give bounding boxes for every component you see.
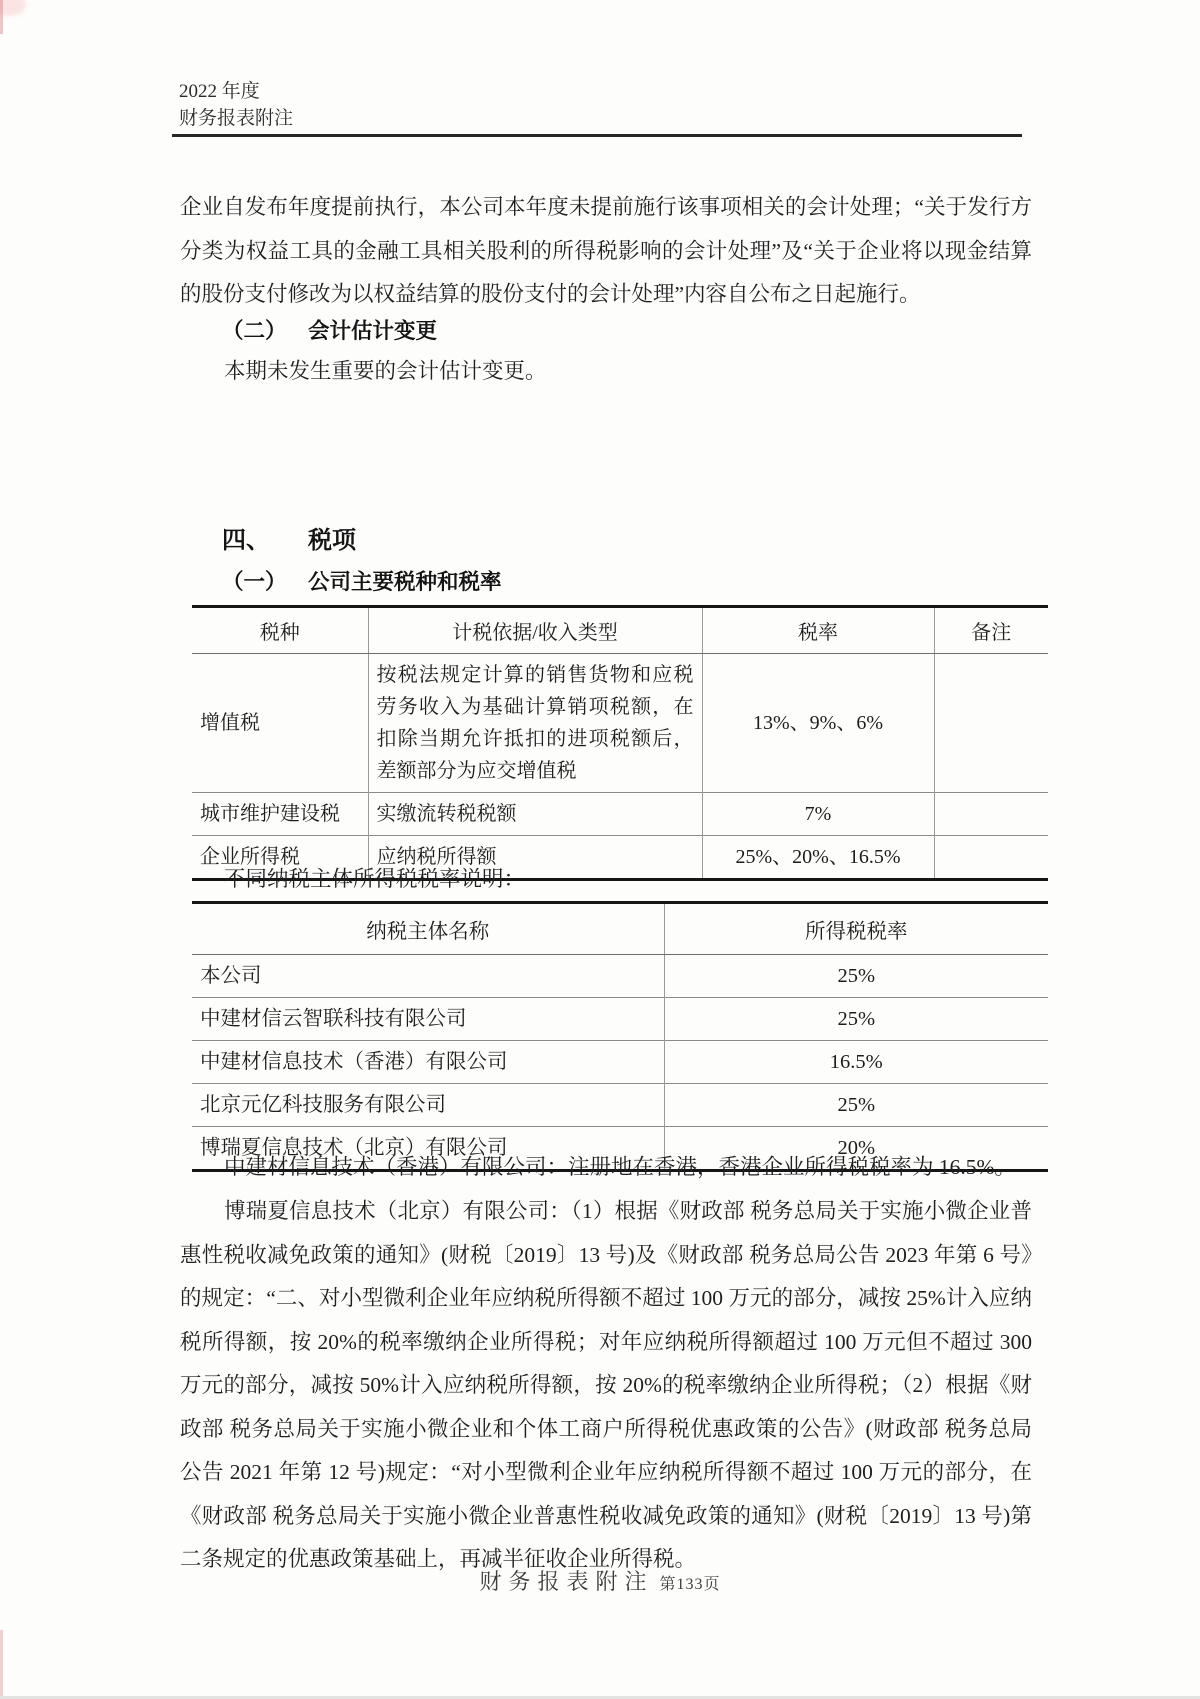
section-title: 公司主要税种和税率 xyxy=(308,570,502,594)
cell-basis: 按税法规定计算的销售货物和应税劳务收入为基础计算销项税额，在扣除当期允许抵扣的进项税额后，差额部分为应交增值税 xyxy=(368,654,702,793)
cell-tax-type: 企业所得税 xyxy=(192,836,368,880)
cell-basis: 实缴流转税税额 xyxy=(368,793,702,836)
entity-rate-table xyxy=(192,901,1048,1172)
column-header-rate: 税率 xyxy=(702,607,934,654)
header-rule xyxy=(172,134,1022,137)
scan-edge-artifact xyxy=(0,0,3,34)
table-row xyxy=(192,998,1048,1041)
section-title: 会计估计变更 xyxy=(308,319,438,343)
table-row xyxy=(192,1084,1048,1127)
cell-rate: 25% xyxy=(664,1084,1048,1127)
scan-edge-artifact xyxy=(0,1630,3,1699)
paragraph-brx-entity: 博瑞夏信息技术（北京）有限公司：（1）根据《财政部 税务总局关于实施小微企业普惠性税收减免政策的通知》(财税〔2019〕13 号)及《财政部 税务总局公告 2023 年第 6 号》的规定：“二、对小型微利企业年应纳税所得额不超过 100 万元的部分，减按 25%计入应纳税所得额，按 20%的税率缴纳企业所得税；对年应纳税所得额超过 100 万元但不超过 300 万元的部分，减按 50%计入应纳税所得额，按 20%的税率缴纳企业所得税；（2）根据《财政部 税务总局关于实施小微企业和个体工商户所得税优惠政策的公告》(财政部 税务总局公告 2021 年第 12 号)规定：“对小型微利企业年应纳税所得额不超过 100 万元的部分，在《财政部 税务总局关于实施小微企业普惠性税收减免政策的通知》(财税〔2019〕13 号)第二条规定的优惠政策基础上，再减半征收企业所得税。 xyxy=(180,1199,1032,1571)
column-header-income-tax-rate: 所得税税率 xyxy=(664,903,1048,955)
column-header-note: 备注 xyxy=(934,607,1048,654)
paragraph-estimate-change: 本期未发生重要的会计估计变更。 xyxy=(224,359,547,383)
cell-rate: 25% xyxy=(664,955,1048,998)
page-footer xyxy=(0,1565,1200,1596)
cell-rate: 16.5% xyxy=(664,1041,1048,1084)
column-header-entity-name: 纳税主体名称 xyxy=(192,903,664,955)
table-header-row xyxy=(192,903,1048,955)
cell-rate: 25% xyxy=(664,998,1048,1041)
table-row xyxy=(192,654,1048,793)
cell-tax-type: 增值税 xyxy=(200,712,260,734)
cell-note xyxy=(934,793,1048,836)
section-heading-tax xyxy=(222,520,356,555)
cell-tax-type: 城市维护建设税 xyxy=(192,793,368,836)
footer-doc-title: 财务报表附注 xyxy=(479,1569,654,1594)
cell-entity-name: 中建材信息技术（香港）有限公司 xyxy=(192,1041,664,1084)
header-year: 2022 年度 xyxy=(179,81,260,102)
table-row xyxy=(192,1041,1048,1084)
cell-rate: 13%、9%、6% xyxy=(702,654,934,793)
section-heading-main-taxes xyxy=(222,565,502,596)
cell-entity-name: 中建材信云智联科技有限公司 xyxy=(192,998,664,1041)
cell-rate: 25%、20%、16.5% xyxy=(702,836,934,880)
cell-note xyxy=(934,836,1048,880)
cell-entity-name: 本公司 xyxy=(200,965,262,987)
header-doc-title: 财务报表附注 xyxy=(179,108,294,129)
cell-basis: 应纳税所得额 xyxy=(368,836,702,880)
page-header xyxy=(179,78,293,132)
column-header-tax-type: 税种 xyxy=(192,607,368,654)
section-number: （一） xyxy=(222,570,287,594)
scan-smudge-artifact xyxy=(0,0,26,16)
section-title: 税项 xyxy=(308,528,356,554)
cell-entity-name: 博瑞夏信息技术（北京）有限公司 xyxy=(192,1127,664,1171)
table-row xyxy=(192,955,1048,998)
section-number: 四、 xyxy=(222,528,270,554)
cell-rate: 20% xyxy=(664,1127,1048,1171)
paragraph-hk-entity: 中建材信息技术（香港）有限公司：注册地在香港，香港企业所得税税率为 16.5%。 xyxy=(224,1155,1016,1179)
table-row xyxy=(192,793,1048,836)
cell-entity-name: 北京元亿科技服务有限公司 xyxy=(192,1084,664,1127)
section-number: （二） xyxy=(222,319,287,343)
column-header-basis: 计税依据/收入类型 xyxy=(368,607,702,654)
table-header-row xyxy=(192,607,1048,654)
section-heading-estimate-change xyxy=(222,314,437,345)
footer-page-number: 第133页 xyxy=(659,1576,721,1593)
main-tax-table xyxy=(192,605,1048,881)
paragraph-rate-note-lead: 不同纳税主体所得税税率说明： xyxy=(224,867,526,891)
cell-rate: 7% xyxy=(702,793,934,836)
paragraph-accounting-treatment: 企业自发布年度提前执行，本公司本年度未提前施行该事项相关的会计处理；“关于发行方分类为权益工具的金融工具相关股利的所得税影响的会计处理”及“关于企业将以现金结算的股份支付修改为以权益结算的股份支付的会计处理”内容自公布之日起施行。 xyxy=(180,195,1032,306)
cell-note xyxy=(934,654,1048,793)
